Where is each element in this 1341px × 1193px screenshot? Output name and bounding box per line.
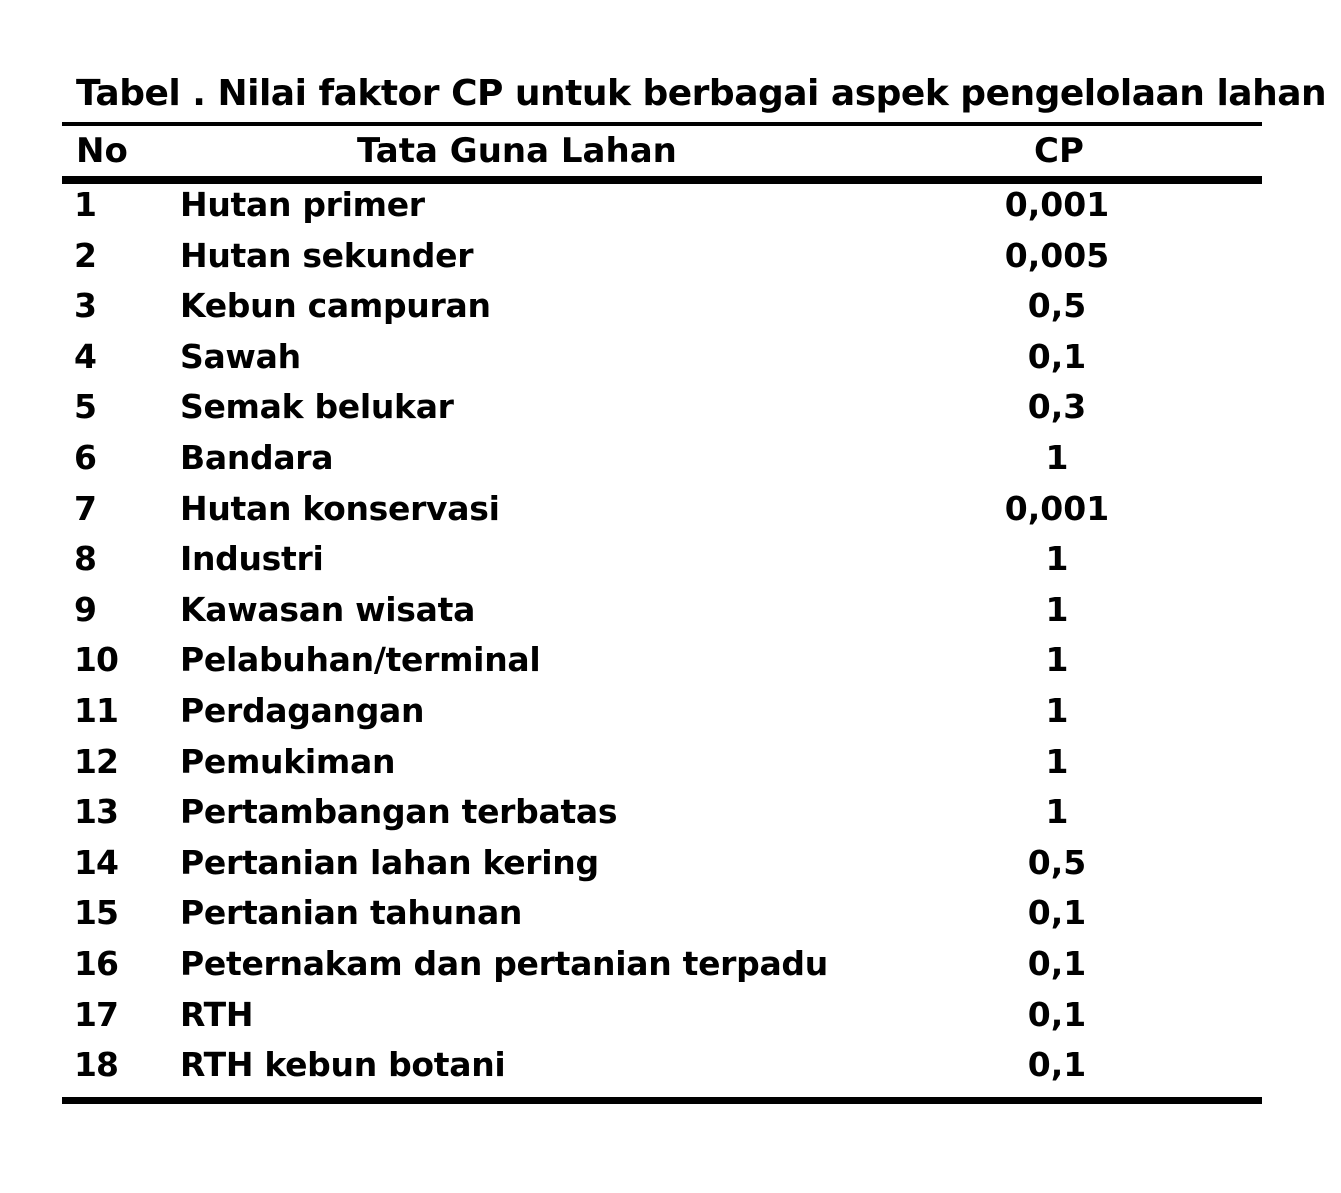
cell-cp: 0,1 [1027, 943, 1087, 983]
cell-land-use: RTH [180, 994, 254, 1034]
table-row [62, 585, 1262, 636]
table-row [62, 635, 1262, 686]
cell-no: 1 [74, 185, 96, 224]
cell-cp: 0,1 [1027, 336, 1087, 376]
cell-no: 6 [74, 437, 96, 477]
cell-cp: 1 [1045, 589, 1069, 629]
cell-no: 11 [74, 690, 118, 730]
cell-cp: 0,5 [1027, 842, 1087, 882]
cell-land-use: Perdagangan [180, 690, 425, 730]
cell-cp: 1 [1045, 792, 1069, 832]
cell-cp: 0,001 [1004, 185, 1110, 224]
cell-cp: 0,005 [1004, 235, 1110, 275]
cell-cp: 0,5 [1027, 286, 1087, 326]
header-no: No [76, 131, 128, 171]
cell-no: 4 [74, 336, 96, 376]
cell-land-use: Industri [180, 539, 324, 579]
table-row [62, 686, 1262, 737]
cell-land-use: Pertanian tahunan [180, 893, 523, 933]
cell-cp: 1 [1045, 741, 1069, 781]
cell-no: 12 [74, 741, 118, 781]
cell-no: 13 [74, 792, 118, 832]
cell-no: 17 [74, 994, 118, 1034]
cell-cp: 0,1 [1027, 893, 1087, 933]
cell-cp: 0,001 [1004, 488, 1110, 528]
table-row [62, 382, 1262, 433]
cell-land-use: Pelabuhan/terminal [180, 640, 541, 680]
cell-no: 7 [74, 488, 96, 528]
table-body [62, 180, 1262, 1091]
cell-no: 10 [74, 640, 118, 680]
cell-land-use: Hutan konservasi [180, 488, 500, 528]
header-cp: CP [1034, 131, 1084, 171]
cell-no: 14 [74, 842, 118, 882]
bottom-rule [62, 1097, 1262, 1104]
cell-cp: 1 [1045, 640, 1069, 680]
table-row [62, 888, 1262, 939]
cell-no: 8 [74, 539, 96, 579]
cell-cp: 0,3 [1027, 387, 1087, 427]
cell-land-use: Hutan primer [180, 185, 425, 224]
cell-no: 16 [74, 943, 118, 983]
cell-no: 15 [74, 893, 118, 933]
table-row [62, 990, 1262, 1041]
table-row [62, 1040, 1262, 1091]
cell-cp: 1 [1045, 690, 1069, 730]
table-row [62, 433, 1262, 484]
cell-cp: 1 [1045, 437, 1069, 477]
table-row [62, 939, 1262, 990]
cell-land-use: Hutan sekunder [180, 235, 474, 275]
header-land-use: Tata Guna Lahan [357, 131, 677, 171]
cell-land-use: Pertambangan terbatas [180, 792, 618, 832]
cell-cp: 1 [1045, 539, 1069, 579]
table-row [62, 332, 1262, 383]
table-row [62, 534, 1262, 585]
cell-cp: 0,1 [1027, 994, 1087, 1034]
cell-no: 3 [74, 286, 96, 326]
cell-land-use: Peternakam dan pertanian terpadu [180, 943, 828, 983]
table-caption: Tabel . Nilai faktor CP untuk berbagai aspek pengelolaan lahan [76, 73, 1327, 114]
table-row [62, 231, 1262, 282]
table-row [62, 787, 1262, 838]
cell-land-use: Pemukiman [180, 741, 396, 781]
cell-land-use: Kebun campuran [180, 286, 491, 326]
table-row [62, 281, 1262, 332]
table-row [62, 838, 1262, 889]
cell-no: 2 [74, 235, 96, 275]
cell-no: 9 [74, 589, 96, 629]
cell-no: 5 [74, 387, 96, 427]
cell-land-use: Semak belukar [180, 387, 454, 427]
cell-land-use: Kawasan wisata [180, 589, 476, 629]
cell-land-use: Bandara [180, 437, 334, 477]
table-row [62, 180, 1262, 231]
cell-no: 18 [74, 1045, 118, 1085]
cell-land-use: Pertanian lahan kering [180, 842, 599, 882]
cell-cp: 0,1 [1027, 1045, 1087, 1085]
cell-land-use: Sawah [180, 336, 301, 376]
cell-land-use: RTH kebun botani [180, 1045, 506, 1085]
table-row [62, 737, 1262, 788]
table-row [62, 484, 1262, 535]
